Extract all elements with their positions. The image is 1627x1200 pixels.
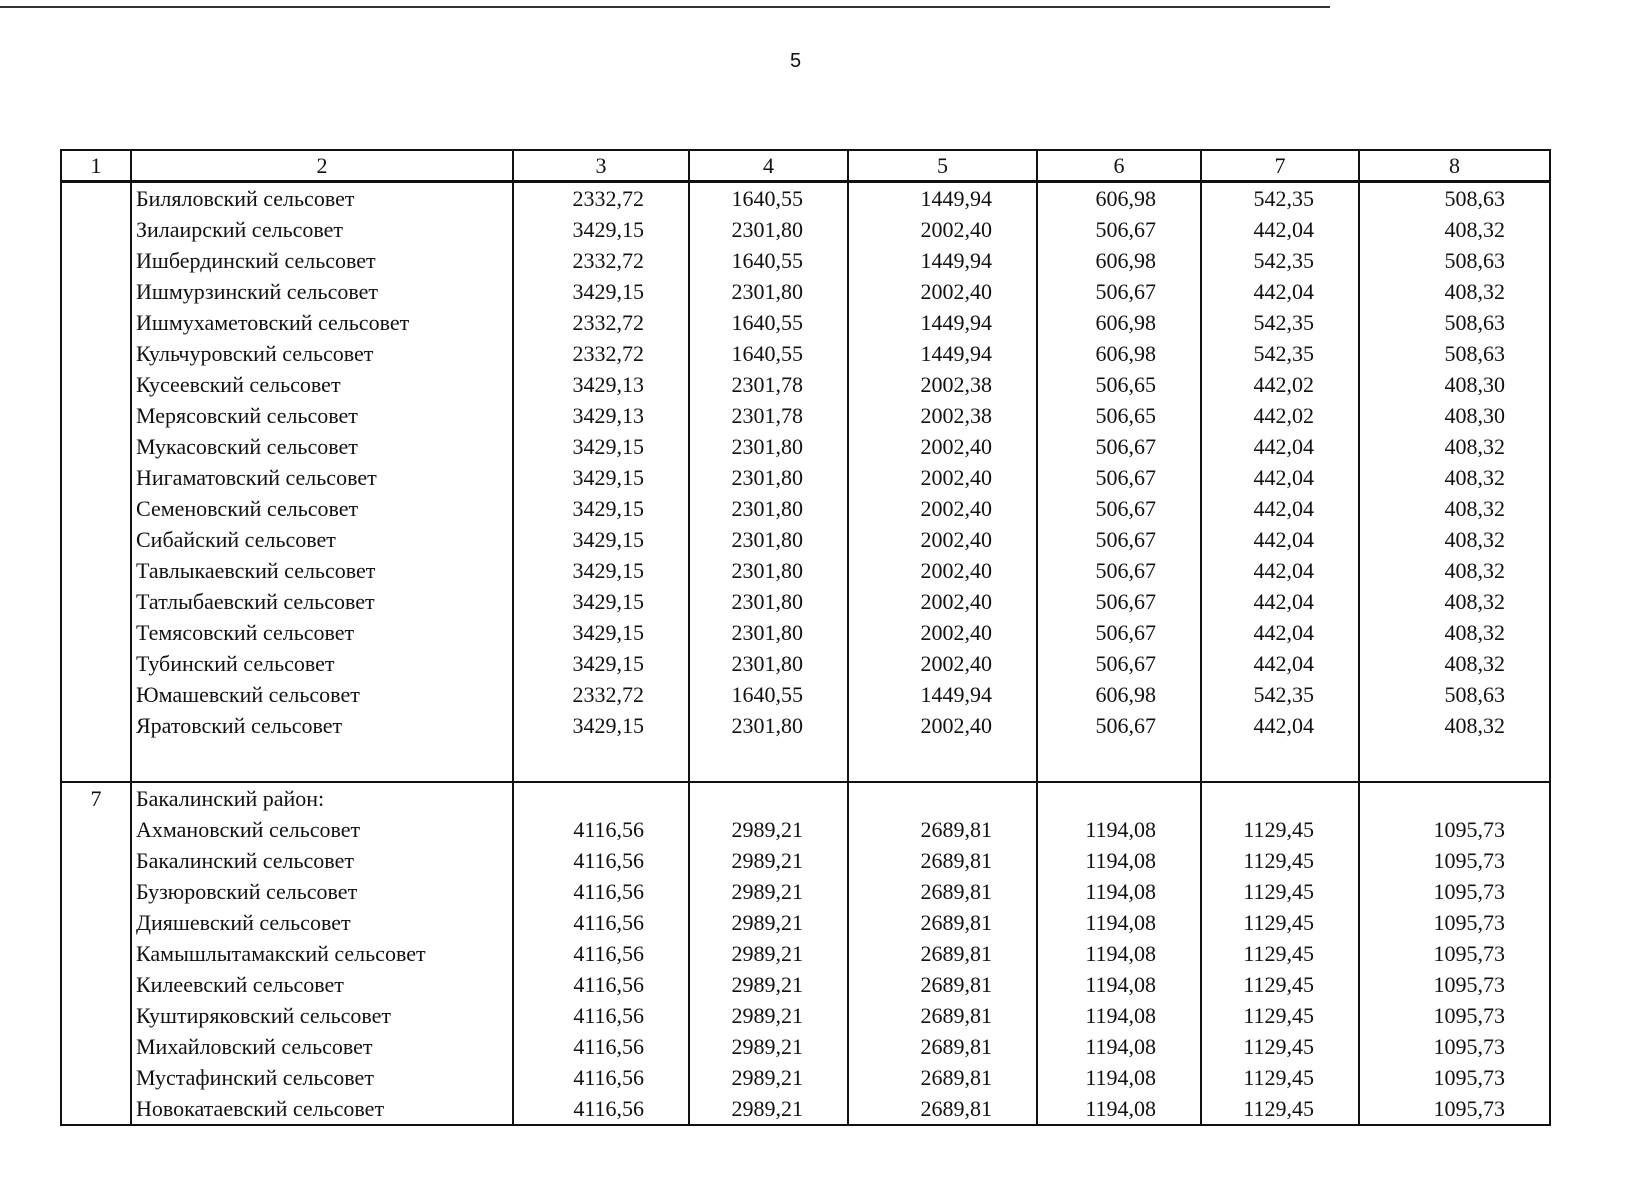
empty-cell	[1037, 782, 1201, 814]
value-cell: 4116,56	[513, 1031, 689, 1062]
value-cell: 508,63	[1359, 182, 1550, 215]
value-cell: 1095,73	[1359, 938, 1550, 969]
value-cell: 3429,15	[513, 617, 689, 648]
table-row	[61, 369, 1550, 400]
value-cell: 1194,08	[1037, 876, 1201, 907]
table-row	[61, 276, 1550, 307]
table-row	[61, 524, 1550, 555]
value-cell: 1095,73	[1359, 845, 1550, 876]
table-row	[61, 617, 1550, 648]
table-row	[61, 555, 1550, 586]
row-index-cell	[61, 876, 131, 907]
value-cell: 1449,94	[848, 679, 1037, 710]
row-index-cell	[61, 907, 131, 938]
value-cell: 442,04	[1201, 617, 1359, 648]
row-index-cell	[61, 617, 131, 648]
settlement-name: Михайловский сельсовет	[131, 1031, 513, 1062]
value-cell: 506,67	[1037, 617, 1201, 648]
tariff-table	[60, 149, 1551, 1126]
row-index-cell	[61, 938, 131, 969]
value-cell: 1129,45	[1201, 876, 1359, 907]
value-cell: 442,04	[1201, 524, 1359, 555]
value-cell: 2002,40	[848, 276, 1037, 307]
value-cell: 3429,15	[513, 555, 689, 586]
value-cell: 4116,56	[513, 907, 689, 938]
value-cell: 408,32	[1359, 617, 1550, 648]
value-cell: 2002,40	[848, 586, 1037, 617]
value-cell: 606,98	[1037, 182, 1201, 215]
value-cell: 442,02	[1201, 400, 1359, 431]
value-cell: 408,32	[1359, 493, 1550, 524]
column-header: 2	[131, 150, 513, 182]
settlement-name: Килеевский сельсовет	[131, 969, 513, 1000]
value-cell: 2002,40	[848, 214, 1037, 245]
value-cell: 4116,56	[513, 876, 689, 907]
table-row	[61, 814, 1550, 845]
column-header: 1	[61, 150, 131, 182]
value-cell: 1129,45	[1201, 907, 1359, 938]
value-cell: 1129,45	[1201, 1000, 1359, 1031]
empty-cell	[61, 741, 131, 782]
value-cell: 442,04	[1201, 493, 1359, 524]
value-cell: 1129,45	[1201, 938, 1359, 969]
value-cell: 2989,21	[689, 938, 848, 969]
empty-cell	[1201, 782, 1359, 814]
value-cell: 506,65	[1037, 400, 1201, 431]
value-cell: 606,98	[1037, 679, 1201, 710]
table-row	[61, 462, 1550, 493]
settlement-name: Мустафинский сельсовет	[131, 1062, 513, 1093]
column-header: 8	[1359, 150, 1550, 182]
spacer-row	[61, 741, 1550, 782]
value-cell: 442,04	[1201, 431, 1359, 462]
value-cell: 2332,72	[513, 182, 689, 215]
value-cell: 1194,08	[1037, 845, 1201, 876]
value-cell: 606,98	[1037, 307, 1201, 338]
value-cell: 1640,55	[689, 338, 848, 369]
value-cell: 3429,15	[513, 648, 689, 679]
settlement-name: Ишмурзинский сельсовет	[131, 276, 513, 307]
value-cell: 1129,45	[1201, 845, 1359, 876]
settlement-name: Ишбердинский сельсовет	[131, 245, 513, 276]
row-index-cell	[61, 276, 131, 307]
row-index-cell	[61, 338, 131, 369]
value-cell: 542,35	[1201, 307, 1359, 338]
value-cell: 1194,08	[1037, 1031, 1201, 1062]
value-cell: 1129,45	[1201, 814, 1359, 845]
value-cell: 2689,81	[848, 1062, 1037, 1093]
table-row	[61, 845, 1550, 876]
value-cell: 2689,81	[848, 969, 1037, 1000]
settlement-name: Темясовский сельсовет	[131, 617, 513, 648]
row-index-cell	[61, 1093, 131, 1125]
value-cell: 4116,56	[513, 969, 689, 1000]
value-cell: 2689,81	[848, 1093, 1037, 1125]
row-index-cell	[61, 969, 131, 1000]
value-cell: 508,63	[1359, 307, 1550, 338]
value-cell: 2332,72	[513, 307, 689, 338]
table-row	[61, 245, 1550, 276]
empty-cell	[1359, 782, 1550, 814]
value-cell: 2002,38	[848, 400, 1037, 431]
value-cell: 1194,08	[1037, 1093, 1201, 1125]
value-cell: 1194,08	[1037, 1062, 1201, 1093]
settlement-name: Куштиряковский сельсовет	[131, 1000, 513, 1031]
settlement-name: Ахмановский сельсовет	[131, 814, 513, 845]
value-cell: 506,67	[1037, 276, 1201, 307]
value-cell: 506,67	[1037, 493, 1201, 524]
value-cell: 2989,21	[689, 1000, 848, 1031]
settlement-name: Бузюровский сельсовет	[131, 876, 513, 907]
value-cell: 1194,08	[1037, 1000, 1201, 1031]
value-cell: 1129,45	[1201, 1031, 1359, 1062]
section-title: Бакалинский район:	[131, 782, 513, 814]
value-cell: 542,35	[1201, 182, 1359, 215]
value-cell: 2002,40	[848, 710, 1037, 741]
value-cell: 1194,08	[1037, 814, 1201, 845]
value-cell: 508,63	[1359, 679, 1550, 710]
table-row	[61, 710, 1550, 741]
value-cell: 4116,56	[513, 1093, 689, 1125]
value-cell: 442,04	[1201, 648, 1359, 679]
value-cell: 1095,73	[1359, 814, 1550, 845]
value-cell: 2689,81	[848, 1000, 1037, 1031]
value-cell: 442,04	[1201, 462, 1359, 493]
row-index-cell	[61, 555, 131, 586]
value-cell: 1095,73	[1359, 969, 1550, 1000]
value-cell: 2989,21	[689, 876, 848, 907]
empty-cell	[848, 741, 1037, 782]
settlement-name: Бакалинский сельсовет	[131, 845, 513, 876]
value-cell: 2332,72	[513, 245, 689, 276]
value-cell: 2301,80	[689, 710, 848, 741]
section-header-row	[61, 782, 1550, 814]
value-cell: 1640,55	[689, 679, 848, 710]
table-body	[61, 182, 1550, 1126]
value-cell: 2989,21	[689, 814, 848, 845]
settlement-name: Дияшевский сельсовет	[131, 907, 513, 938]
value-cell: 506,67	[1037, 648, 1201, 679]
column-header: 5	[848, 150, 1037, 182]
value-cell: 2301,80	[689, 555, 848, 586]
row-index-cell	[61, 245, 131, 276]
value-cell: 1640,55	[689, 245, 848, 276]
settlement-name: Сибайский сельсовет	[131, 524, 513, 555]
value-cell: 1449,94	[848, 338, 1037, 369]
value-cell: 506,67	[1037, 431, 1201, 462]
value-cell: 2332,72	[513, 338, 689, 369]
value-cell: 3429,15	[513, 493, 689, 524]
settlement-name: Ишмухаметовский сельсовет	[131, 307, 513, 338]
column-header: 4	[689, 150, 848, 182]
table-row	[61, 679, 1550, 710]
value-cell: 1449,94	[848, 245, 1037, 276]
value-cell: 606,98	[1037, 245, 1201, 276]
value-cell: 2301,80	[689, 617, 848, 648]
settlement-name: Биляловский сельсовет	[131, 182, 513, 215]
value-cell: 508,63	[1359, 245, 1550, 276]
table-row	[61, 907, 1550, 938]
settlement-name: Мукасовский сельсовет	[131, 431, 513, 462]
value-cell: 4116,56	[513, 814, 689, 845]
settlement-name: Новокатаевский сельсовет	[131, 1093, 513, 1125]
value-cell: 506,67	[1037, 555, 1201, 586]
settlement-name: Семеновский сельсовет	[131, 493, 513, 524]
value-cell: 442,04	[1201, 555, 1359, 586]
row-index-cell	[61, 679, 131, 710]
settlement-name: Кульчуровский сельсовет	[131, 338, 513, 369]
value-cell: 2689,81	[848, 907, 1037, 938]
empty-cell	[1037, 741, 1201, 782]
column-header: 7	[1201, 150, 1359, 182]
value-cell: 542,35	[1201, 245, 1359, 276]
value-cell: 506,67	[1037, 462, 1201, 493]
value-cell: 606,98	[1037, 338, 1201, 369]
value-cell: 408,30	[1359, 369, 1550, 400]
row-index-cell	[61, 586, 131, 617]
value-cell: 2989,21	[689, 845, 848, 876]
table-row	[61, 493, 1550, 524]
row-index-cell	[61, 1000, 131, 1031]
table-row	[61, 1000, 1550, 1031]
empty-cell	[513, 741, 689, 782]
value-cell: 2301,80	[689, 586, 848, 617]
value-cell: 408,32	[1359, 431, 1550, 462]
value-cell: 2002,40	[848, 524, 1037, 555]
value-cell: 442,04	[1201, 214, 1359, 245]
table-row	[61, 648, 1550, 679]
value-cell: 2301,80	[689, 524, 848, 555]
value-cell: 506,67	[1037, 524, 1201, 555]
value-cell: 1095,73	[1359, 1000, 1550, 1031]
table-row	[61, 969, 1550, 1000]
value-cell: 1640,55	[689, 182, 848, 215]
value-cell: 408,32	[1359, 648, 1550, 679]
value-cell: 1640,55	[689, 307, 848, 338]
value-cell: 506,67	[1037, 586, 1201, 617]
row-index-cell	[61, 814, 131, 845]
table-row	[61, 1031, 1550, 1062]
column-header: 6	[1037, 150, 1201, 182]
value-cell: 542,35	[1201, 338, 1359, 369]
value-cell: 4116,56	[513, 938, 689, 969]
empty-cell	[131, 741, 513, 782]
empty-cell	[848, 782, 1037, 814]
value-cell: 1194,08	[1037, 969, 1201, 1000]
row-index-cell	[61, 648, 131, 679]
settlement-name: Тубинский сельсовет	[131, 648, 513, 679]
value-cell: 2301,78	[689, 369, 848, 400]
value-cell: 1449,94	[848, 307, 1037, 338]
value-cell: 408,30	[1359, 400, 1550, 431]
value-cell: 442,02	[1201, 369, 1359, 400]
value-cell: 3429,15	[513, 276, 689, 307]
tariff-table-container	[60, 149, 1549, 1126]
empty-cell	[1359, 741, 1550, 782]
settlement-name: Юмашевский сельсовет	[131, 679, 513, 710]
value-cell: 3429,15	[513, 524, 689, 555]
column-header: 3	[513, 150, 689, 182]
value-cell: 1194,08	[1037, 907, 1201, 938]
value-cell: 2301,80	[689, 648, 848, 679]
value-cell: 3429,13	[513, 369, 689, 400]
settlement-name: Яратовский сельсовет	[131, 710, 513, 741]
value-cell: 1129,45	[1201, 1062, 1359, 1093]
value-cell: 2002,38	[848, 369, 1037, 400]
row-index-cell	[61, 400, 131, 431]
value-cell: 4116,56	[513, 1000, 689, 1031]
table-row	[61, 876, 1550, 907]
settlement-name: Зилаирский сельсовет	[131, 214, 513, 245]
empty-cell	[513, 782, 689, 814]
row-index-cell	[61, 369, 131, 400]
value-cell: 3429,15	[513, 214, 689, 245]
value-cell: 2689,81	[848, 814, 1037, 845]
value-cell: 408,32	[1359, 555, 1550, 586]
row-index-cell	[61, 307, 131, 338]
row-index-cell	[61, 845, 131, 876]
value-cell: 4116,56	[513, 845, 689, 876]
settlement-name: Кусеевский сельсовет	[131, 369, 513, 400]
value-cell: 1095,73	[1359, 1093, 1550, 1125]
page-number: 5	[790, 50, 802, 72]
value-cell: 2301,80	[689, 276, 848, 307]
table-row	[61, 400, 1550, 431]
value-cell: 2301,80	[689, 493, 848, 524]
value-cell: 506,67	[1037, 710, 1201, 741]
value-cell: 2989,21	[689, 907, 848, 938]
value-cell: 408,32	[1359, 524, 1550, 555]
value-cell: 3429,15	[513, 431, 689, 462]
table-row	[61, 938, 1550, 969]
table-row	[61, 431, 1550, 462]
value-cell: 2002,40	[848, 648, 1037, 679]
row-index-cell	[61, 1062, 131, 1093]
value-cell: 442,04	[1201, 586, 1359, 617]
row-index-cell	[61, 462, 131, 493]
value-cell: 2332,72	[513, 679, 689, 710]
value-cell: 2989,21	[689, 969, 848, 1000]
value-cell: 506,67	[1037, 214, 1201, 245]
section-index: 7	[61, 782, 131, 814]
value-cell: 2989,21	[689, 1093, 848, 1125]
value-cell: 1129,45	[1201, 1093, 1359, 1125]
settlement-name: Мерясовский сельсовет	[131, 400, 513, 431]
table-row	[61, 586, 1550, 617]
row-index-cell	[61, 524, 131, 555]
value-cell: 3429,15	[513, 710, 689, 741]
table-row	[61, 338, 1550, 369]
settlement-name: Камышлытамакский сельсовет	[131, 938, 513, 969]
value-cell: 2301,80	[689, 431, 848, 462]
value-cell: 4116,56	[513, 1062, 689, 1093]
value-cell: 408,32	[1359, 214, 1550, 245]
value-cell: 508,63	[1359, 338, 1550, 369]
row-index-cell	[61, 710, 131, 741]
value-cell: 408,32	[1359, 462, 1550, 493]
value-cell: 2301,78	[689, 400, 848, 431]
value-cell: 3429,15	[513, 462, 689, 493]
table-row	[61, 182, 1550, 215]
table-row	[61, 1062, 1550, 1093]
value-cell: 2002,40	[848, 555, 1037, 586]
value-cell: 2002,40	[848, 462, 1037, 493]
row-index-cell	[61, 431, 131, 462]
value-cell: 442,04	[1201, 710, 1359, 741]
value-cell: 2002,40	[848, 617, 1037, 648]
row-index-cell	[61, 182, 131, 215]
value-cell: 2989,21	[689, 1062, 848, 1093]
value-cell: 1095,73	[1359, 876, 1550, 907]
value-cell: 506,65	[1037, 369, 1201, 400]
value-cell: 408,32	[1359, 586, 1550, 617]
settlement-name: Татлыбаевский сельсовет	[131, 586, 513, 617]
top-rule	[0, 6, 1330, 8]
value-cell: 2989,21	[689, 1031, 848, 1062]
table-row	[61, 214, 1550, 245]
row-index-cell	[61, 1031, 131, 1062]
settlement-name: Тавлыкаевский сельсовет	[131, 555, 513, 586]
value-cell: 442,04	[1201, 276, 1359, 307]
empty-cell	[689, 741, 848, 782]
value-cell: 1095,73	[1359, 1031, 1550, 1062]
value-cell: 408,32	[1359, 710, 1550, 741]
header-row	[61, 150, 1550, 182]
table-row	[61, 1093, 1550, 1125]
settlement-name: Нигаматовский сельсовет	[131, 462, 513, 493]
value-cell: 1449,94	[848, 182, 1037, 215]
row-index-cell	[61, 214, 131, 245]
value-cell: 2689,81	[848, 845, 1037, 876]
empty-cell	[689, 782, 848, 814]
value-cell: 2689,81	[848, 1031, 1037, 1062]
value-cell: 1129,45	[1201, 969, 1359, 1000]
table-row	[61, 307, 1550, 338]
value-cell: 2002,40	[848, 431, 1037, 462]
value-cell: 3429,13	[513, 400, 689, 431]
value-cell: 2002,40	[848, 493, 1037, 524]
value-cell: 1095,73	[1359, 1062, 1550, 1093]
value-cell: 2689,81	[848, 938, 1037, 969]
value-cell: 2689,81	[848, 876, 1037, 907]
value-cell: 2301,80	[689, 214, 848, 245]
value-cell: 542,35	[1201, 679, 1359, 710]
value-cell: 1194,08	[1037, 938, 1201, 969]
value-cell: 3429,15	[513, 586, 689, 617]
empty-cell	[1201, 741, 1359, 782]
row-index-cell	[61, 493, 131, 524]
value-cell: 1095,73	[1359, 907, 1550, 938]
value-cell: 2301,80	[689, 462, 848, 493]
value-cell: 408,32	[1359, 276, 1550, 307]
